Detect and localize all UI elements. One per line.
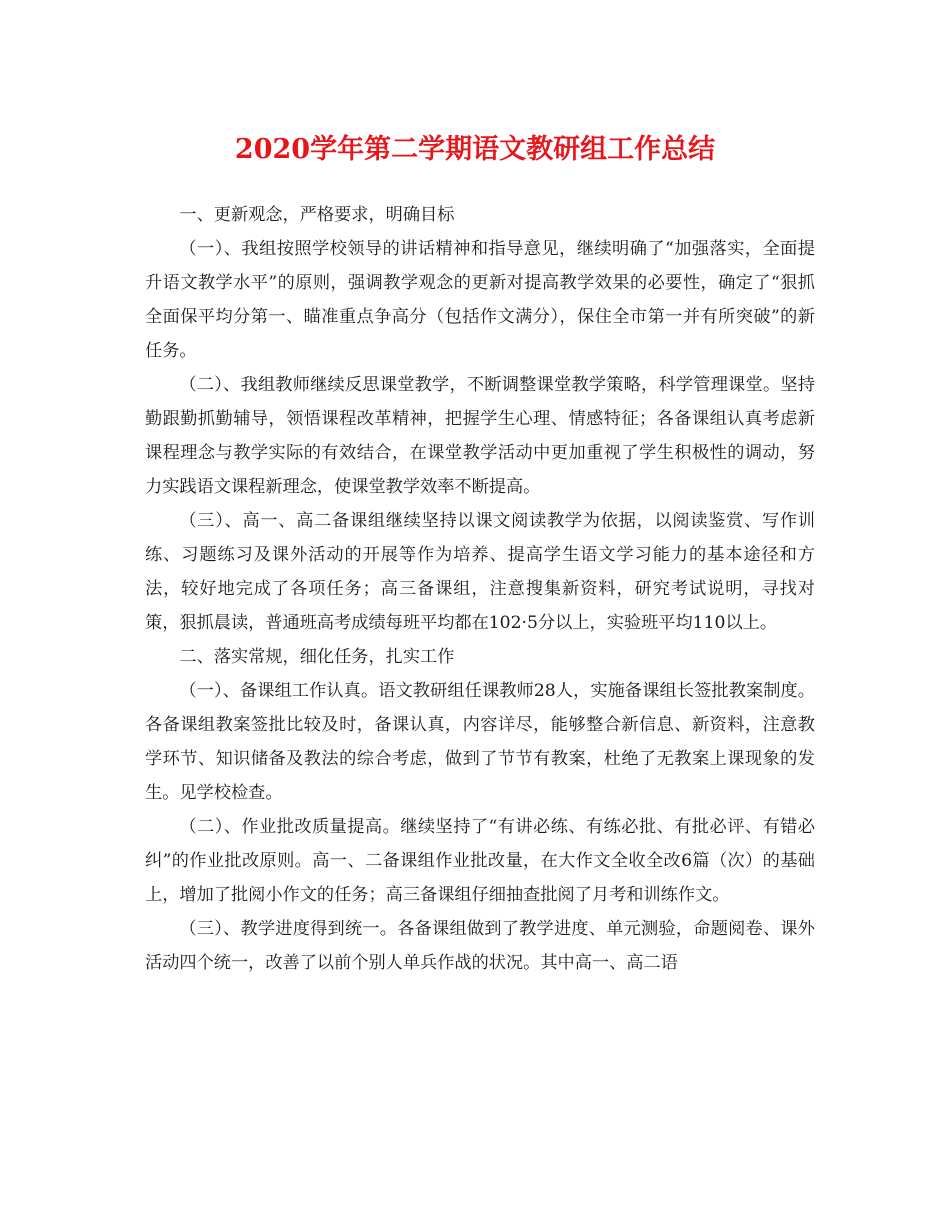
paragraph: （三）、高一、高二备课组继续坚持以课文阅读教学为依据，以阅读鉴赏、写作训练、习题练习及课外活动的开展等作为培养、提高学生语文学习能力的基本途径和方法，较好地完成了各项任务；高三备课组，注意搜集新资料，研究考试说明，寻找对策，狠抓晨读，普通班高考成绩每班平均都在102·5分以上，实验班平均110以上。	[145, 511, 815, 633]
paragraph: （三）、教学进度得到统一。各备课组做到了教学进度、单元测验，命题阅卷、课外活动四个统一，改善了以前个别人单兵作战的状况。其中高一、高二语	[145, 919, 815, 973]
document-body	[145, 198, 815, 980]
paragraph: （一）、备课组工作认真。语文教研组任课教师28人，实施备课组长签批教案制度。各备课组教案签批比较及时，备课认真，内容详尽，能够整合新信息、新资料，注意教学环节、知识储备及教法的综合考虑，做到了节节有教案，杜绝了无教案上课现象的发生。见学校检查。	[145, 681, 815, 803]
document-title: 2020学年第二学期语文教研组工作总结	[234, 134, 716, 165]
paragraph: （二）、作业批改质量提高。继续坚持了“有讲必练、有练必批、有批必评、有错必纠”的作业批改原则。高一、二备课组作业批改量，在大作文全收全改6篇（次）的基础上，增加了批阅小作文的任务；高三备课组仔细抽查批阅了月考和训练作文。	[145, 817, 815, 905]
paragraph: （二）、我组教师继续反思课堂教学，不断调整课堂教学策略，科学管理课堂。坚持勤跟勤抓勤辅导，领悟课程改革精神，把握学生心理、情感特征；各备课组认真考虑新课程理念与教学实际的有效结合，在课堂教学活动中更加重视了学生积极性的调动，努力实践语文课程新理念，使课堂教学效率不断提高。	[145, 375, 815, 497]
section-heading-2: 二、落实常规，细化任务，扎实工作	[179, 647, 455, 667]
section-heading-1: 一、更新观念，严格要求，明确目标	[179, 205, 455, 225]
paragraph: （一）、我组按照学校领导的讲话精神和指导意见，继续明确了“加强落实，全面提升语文教学水平”的原则，强调教学观念的更新对提高教学效果的必要性，确定了“狠抓全面保平均分第一、瞄准重点争高分（包括作文满分），保住全市第一并有所突破”的新任务。	[145, 239, 815, 361]
